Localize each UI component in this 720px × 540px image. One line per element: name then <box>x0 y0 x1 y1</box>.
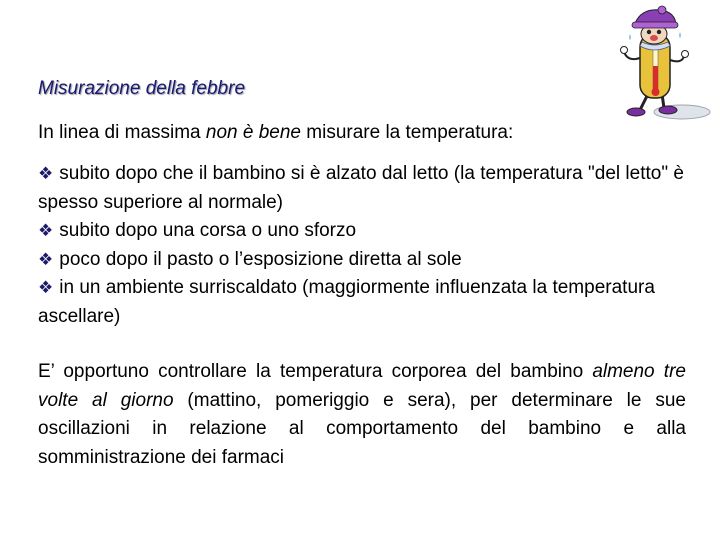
thermometer-character-clipart <box>604 4 714 128</box>
diamond-bullet-icon: ❖ <box>38 164 54 183</box>
diamond-bullet-icon: ❖ <box>38 221 54 240</box>
bullet-text: subito dopo che il bambino si è alzato dal letto (la temperatura "del letto" è spesso superiore al normale) <box>38 163 684 213</box>
list-item <box>38 274 684 331</box>
paragraph-suffix: (mattino, pomeriggio e sera), per determinare le sue oscillazioni in relazione al comportamento del bambino e alla somministrazione dei farmaci <box>38 389 686 469</box>
paragraph-prefix: E’ opportuno controllare la temperatura corporea del bambino <box>38 361 593 382</box>
list-item <box>38 217 684 246</box>
intro-text <box>38 122 513 144</box>
paragraph-emphasis: almeno tre volte al giorno <box>38 361 686 411</box>
list-item <box>38 160 684 217</box>
diamond-bullet-icon: ❖ <box>38 278 54 297</box>
intro-emphasis: non è bene <box>205 122 301 143</box>
bullet-text: subito dopo una corsa o uno sforzo <box>59 220 357 241</box>
intro-suffix: misurare la temperatura: <box>301 122 514 143</box>
bullet-text: in un ambiente surriscaldato (maggiormente influenzata la temperatura ascellare) <box>38 277 655 327</box>
bullet-list <box>38 160 684 331</box>
intro-prefix: In linea di massima <box>38 122 206 143</box>
diamond-bullet-icon: ❖ <box>38 249 54 269</box>
list-item <box>38 246 684 275</box>
slide-title: Misurazione della febbre <box>38 78 246 99</box>
bullet-text: poco dopo il pasto o l’esposizione diretta al sole <box>59 248 462 270</box>
body-paragraph <box>38 358 686 473</box>
